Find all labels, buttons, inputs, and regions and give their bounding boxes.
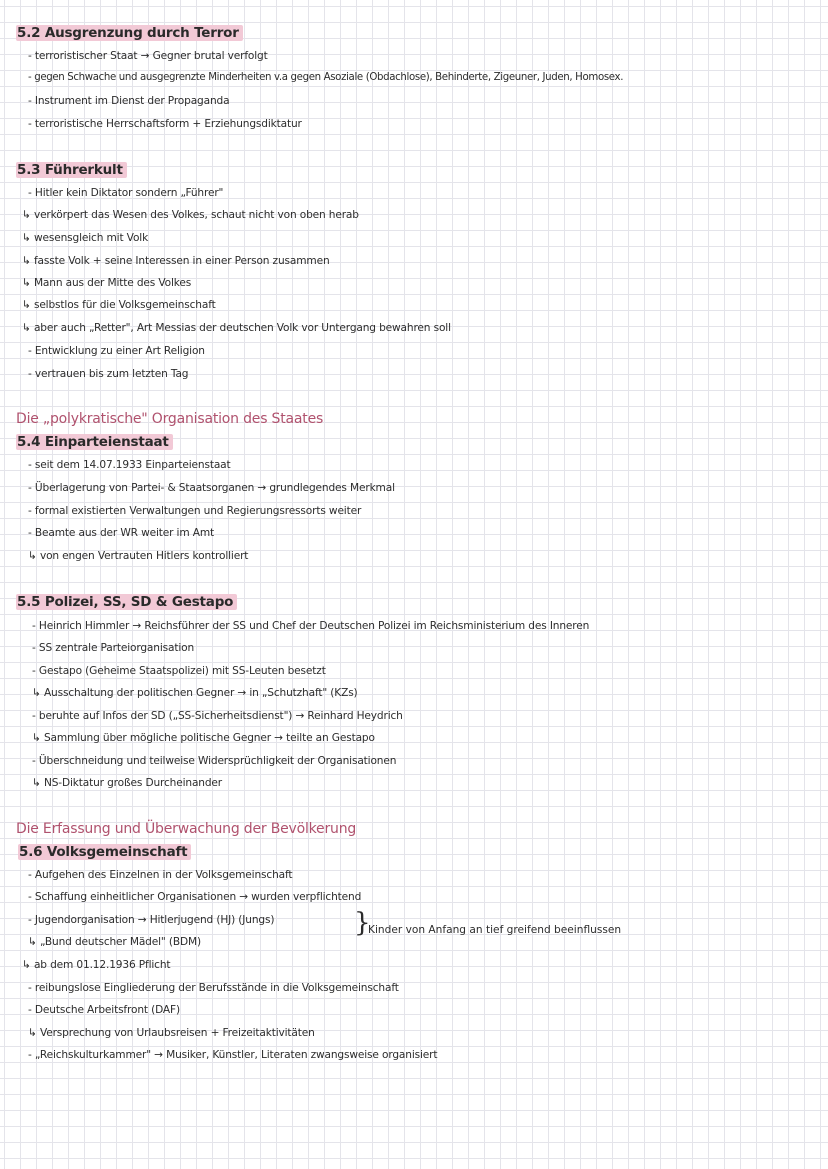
note-line: ↳ Mann aus der Mitte des Volkes	[22, 277, 192, 289]
note-line: ↳ verkörpert das Wesen des Volkes, schaut nicht von oben herab	[22, 209, 359, 221]
note-line: - Deutsche Arbeitsfront (DAF)	[28, 1004, 180, 1016]
note-line: - beruhte auf Infos der SD („SS-Sicherheitsdienst") → Reinhard Heydrich	[32, 710, 403, 722]
note-line: - „Reichskulturkammer" → Musiker, Künstler, Literaten zwangsweise organisiert	[28, 1049, 438, 1061]
note-line: - Jugendorganisation → Hitlerjugend (HJ) (Jungs)	[28, 914, 275, 926]
note-line: ↳ Ausschaltung der politischen Gegner → in „Schutzhaft" (KZs)	[32, 687, 358, 699]
note-line: - Beamte aus der WR weiter im Amt	[28, 527, 215, 539]
note-line: - Aufgehen des Einzelnen in der Volksgemeinschaft	[28, 869, 293, 881]
section-heading-5-3: 5.3 Führerkult	[16, 162, 127, 178]
note-line: ↳ aber auch „Retter", Art Messias der deutschen Volk vor Untergang bewahren soll	[22, 322, 451, 334]
section-heading-5-6: 5.6 Volksgemeinschaft	[18, 844, 191, 860]
part-heading-organisation: Die „polykratische" Organisation des Staates	[16, 411, 324, 427]
note-line: - Instrument im Dienst der Propaganda	[28, 95, 230, 107]
note-line: - Heinrich Himmler → Reichsführer der SS und Chef der Deutschen Polizei im Reichsministerium des Inneren	[32, 620, 590, 632]
note-line: - seit dem 14.07.1933 Einparteienstaat	[28, 459, 231, 471]
note-line: ↳ fasste Volk + seine Interessen in einer Person zusammen	[22, 255, 330, 267]
note-line: - reibungslose Eingliederung der Berufsstände in die Volksgemeinschaft	[28, 982, 399, 994]
note-line: - Gestapo (Geheime Staatspolizei) mit SS-Leuten besetzt	[32, 665, 326, 677]
section-heading-5-2: 5.2 Ausgrenzung durch Terror	[16, 25, 243, 41]
note-line: ↳ Versprechung von Urlaubsreisen + Freizeitaktivitäten	[28, 1027, 315, 1039]
note-line: ↳ Sammlung über mögliche politische Gegner → teilte an Gestapo	[32, 732, 375, 744]
note-line: ↳ wesensgleich mit Volk	[22, 232, 149, 244]
note-line: ↳ „Bund deutscher Mädel" (BDM)	[28, 936, 201, 948]
note-line: - formal existierten Verwaltungen und Regierungsressorts weiter	[28, 505, 362, 517]
note-line: - gegen Schwache und ausgegrenzte Minderheiten v.a gegen Asoziale (Obdachlose), Behinderte, Zigeuner, Juden, Homosex.	[28, 72, 624, 83]
part-heading-erfassung: Die Erfassung und Überwachung der Bevölkerung	[16, 821, 357, 837]
note-line: - Entwicklung zu einer Art Religion	[28, 345, 205, 357]
note-line: - Überschneidung und teilweise Widersprüchligkeit der Organisationen	[32, 755, 397, 767]
note-line: - terroristische Herrschaftsform + Erziehungsdiktatur	[28, 118, 302, 130]
note-line: - terroristischer Staat → Gegner brutal verfolgt	[28, 50, 268, 62]
section-heading-5-5: 5.5 Polizei, SS, SD & Gestapo	[16, 594, 237, 610]
note-line: ↳ selbstlos für die Volksgemeinschaft	[22, 299, 216, 311]
brace-note: Kinder von Anfang an tief greifend beeinflussen	[368, 924, 622, 936]
curly-brace: }	[354, 908, 371, 938]
note-line: - Hitler kein Diktator sondern „Führer"	[28, 187, 224, 199]
section-heading-5-4: 5.4 Einparteienstaat	[16, 434, 173, 450]
note-line: - SS zentrale Parteiorganisation	[32, 642, 195, 654]
note-line: ↳ von engen Vertrauten Hitlers kontrolliert	[28, 550, 249, 562]
note-line: - Überlagerung von Partei- & Staatsorganen → grundlegendes Merkmal	[28, 482, 395, 494]
note-line: - vertrauen bis zum letzten Tag	[28, 368, 189, 380]
note-line: ↳ NS-Diktatur großes Durcheinander	[32, 777, 223, 789]
note-line: ↳ ab dem 01.12.1936 Pflicht	[22, 959, 171, 971]
note-line: - Schaffung einheitlicher Organisationen → wurden verpflichtend	[28, 891, 362, 903]
